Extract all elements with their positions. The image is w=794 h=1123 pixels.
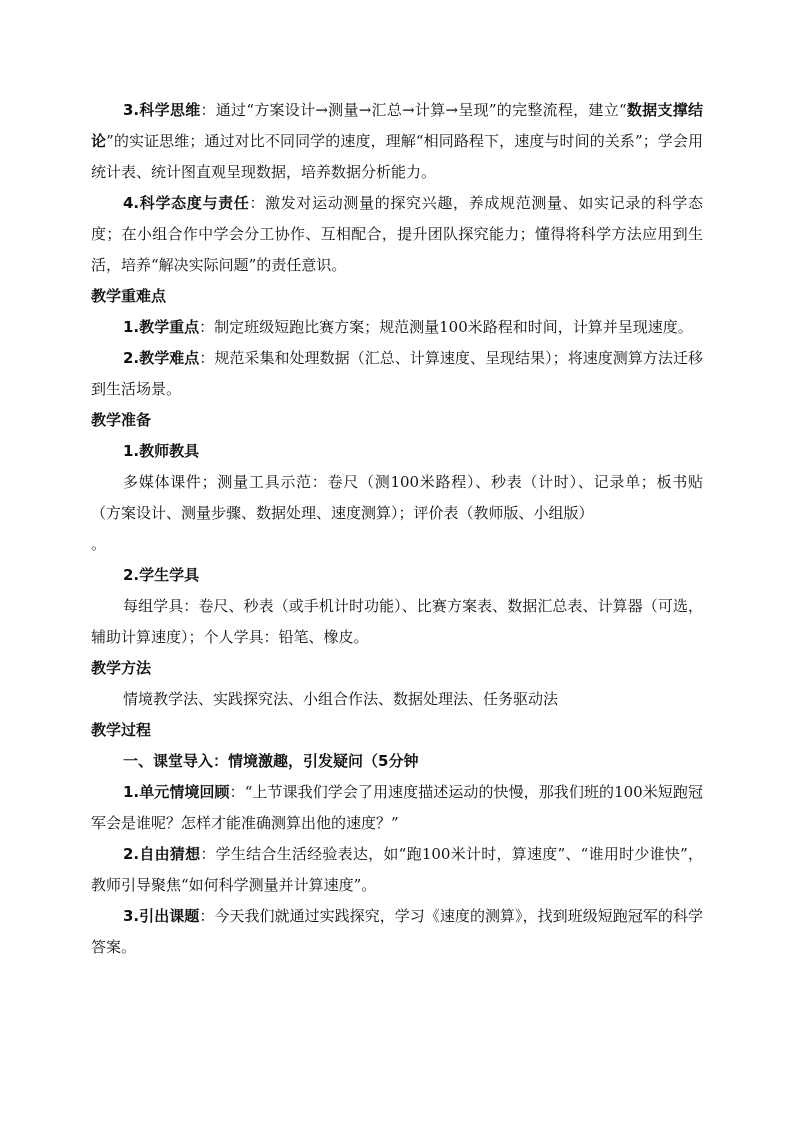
paragraph-bold-phrase: 数据支撑结论 [91,101,703,150]
section-heading-preparation: 教学准备 [91,411,152,429]
paragraph-scientific-attitude [91,188,703,281]
paragraph-text: ：制定班级短跑比赛方案；规范测量100米路程和时间，计算并呈现速度。 [199,318,693,336]
paragraph-lead: 2.自由猜想 [123,845,201,863]
subheading-introduction: 一、课堂导入：情境激趣，引发疑问（5分钟 [123,752,419,770]
paragraph-methods: 情境教学法、实践探究法、小组合作法、数据处理法、任务驱动法 [123,690,559,708]
paragraph-text: ：激发对运动测量的探究兴趣，养成规范测量、如实记录的科学态度；在小组合作中学会分工协作、互相配合，提升团队探究能力；懂得将科学方法应用到生活，培养“解决实际问题”的责任意识。 [91,194,703,274]
paragraph-text: ：通过“方案设计→测量→汇总→计算→呈现”的完整流程，建立“ [200,101,627,119]
section-heading-key-points: 教学重难点 [91,287,167,305]
paragraph-lead: 2.教学难点 [123,349,200,367]
paragraph-student-tools: 每组学具：卷尺、秒表（或手机计时功能）、比赛方案表、数据汇总表、计算器（可选，辅助计算速度）；个人学具：铅笔、橡皮。 [91,597,703,646]
paragraph-text: ：“上节课我们学会了用速度描述运动的快慢，那我们班的100米短跑冠军会是谁呢？怎样才能准确测算出他的速度？” [91,783,703,832]
section-heading-process: 教学过程 [91,721,152,739]
paragraph-text: ”的实证思维；通过对比不同同学的速度，理解“相同路程下，速度与时间的关系”；学会用统计表、统计图直观呈现数据，培养数据分析能力。 [91,132,703,181]
paragraph-teaching-focus [91,312,703,343]
paragraph-scientific-thinking [91,95,703,188]
paragraph-teaching-difficulty [91,343,703,405]
paragraph-lead: 1.教学重点 [123,318,200,336]
paragraph-scenario-review [91,777,703,839]
paragraph-text: ：规范采集和处理数据（汇总、计算速度、呈现结果）；将速度测算方法迁移到生活场景。 [91,349,703,398]
subheading-student-tools: 2.学生学具 [123,566,200,584]
paragraph-trailing-mark: 。 [91,535,107,553]
paragraph-lead: 4.科学态度与责任 [123,194,250,212]
paragraph-lead: 3.引出课题 [123,907,200,925]
subheading-teacher-tools: 1.教师教具 [123,442,200,460]
section-heading-methods: 教学方法 [91,659,152,677]
paragraph-free-guess [91,839,703,901]
paragraph-text: ：今天我们就通过实践探究，学习《速度的测算》，找到班级短跑冠军的科学答案。 [91,907,703,956]
document-body [91,95,703,963]
paragraph-teacher-tools [91,467,703,529]
paragraph-lesson-topic [91,901,703,963]
paragraph-lead: 3.科学思维 [123,101,201,119]
paragraph-text: ：学生结合生活经验表达，如“跑100米计时，算速度”、“谁用时少谁快”，教师引导聚焦“如何科学测量并计算速度”。 [91,845,704,894]
paragraph-lead: 1.单元情境回顾 [123,783,230,801]
paragraph-text: 多媒体课件；测量工具示范：卷尺（测100米路程）、秒表（计时）、记录单；板书贴（方案设计、测量步骤、数据处理、速度测算）；评价表（教师版、小组版） [91,473,703,522]
